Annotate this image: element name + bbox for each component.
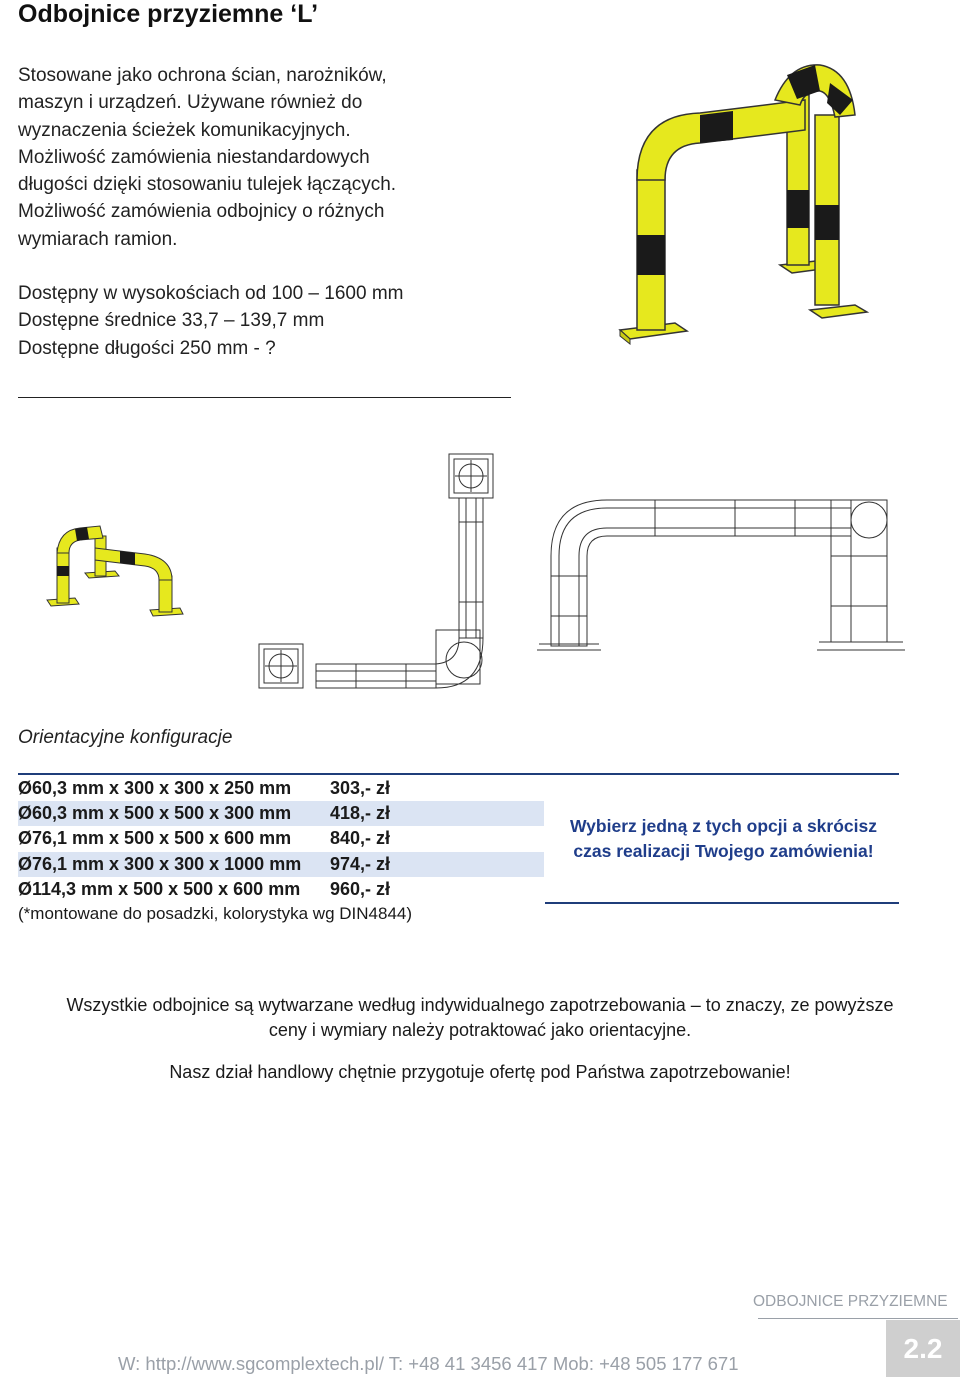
config-cell: Ø76,1 mm x 300 x 300 x 1000 mm	[18, 853, 302, 874]
disclaimer-line: Wszystkie odbojnice są wytwarzane według indywidualnego zapotrzebowania – to znaczy, ze powyższe	[66, 995, 894, 1015]
sales-note: Nasz dział handlowy chętnie przygotuje ofertę pod Państwa zapotrzebowanie!	[169, 1062, 791, 1082]
section-divider	[18, 397, 511, 398]
spec-lengths: Dostępne długości 250 mm - ?	[18, 337, 276, 359]
config-cell: Ø76,1 mm x 500 x 500 x 600 mm	[18, 828, 292, 849]
intro-line: Możliwość zamówienia odbojnicy o różnych	[18, 201, 385, 223]
config-cell: Ø114,3 mm x 500 x 500 x 600 mm	[18, 878, 301, 899]
intro-line: wymiarach ramion.	[18, 228, 178, 250]
footer-category: ODBOJNICE PRZYZIEMNE	[753, 1293, 948, 1310]
plan-view-drawing	[256, 452, 496, 692]
table-row	[18, 801, 544, 826]
table-row	[18, 852, 544, 877]
disclaimer-line: ceny i wymiary należy potraktować jako orientacyjne.	[268, 1020, 692, 1040]
price-cell: 418,- zł	[330, 803, 391, 824]
disclaimer-text	[20, 993, 940, 1043]
callout-line: czas realizacji Twojego zamówienia!	[573, 841, 874, 861]
specs-list	[18, 280, 458, 362]
callout-line: Wybierz jedną z tych opcji a skrócisz	[569, 816, 877, 836]
page-title: Odbojnice przyziemne ‘L’	[18, 0, 319, 28]
bumper-3d-render-large	[615, 55, 905, 345]
intro-line: maszyn i urządzeń. Używane również do	[18, 92, 363, 114]
spec-heights: Dostępny w wysokościach od 100 – 1600 mm	[18, 283, 404, 304]
bumper-3d-render-small	[45, 518, 185, 620]
callout-text	[556, 814, 891, 864]
config-cell: Ø60,3 mm x 300 x 300 x 250 mm	[18, 778, 292, 798]
mounting-note: (*montowane do posadzki, kolorystyka wg DIN4844)	[18, 904, 413, 923]
intro-text	[18, 62, 448, 253]
intro-line: Stosowane jako ochrona ścian, narożników,	[18, 65, 387, 86]
price-cell: 840,- zł	[330, 828, 391, 849]
side-view-drawing	[535, 496, 907, 656]
configurations-heading: Orientacyjne konfiguracje	[18, 727, 233, 748]
footer-rule	[758, 1318, 958, 1319]
spec-diameters: Dostępne średnice 33,7 – 139,7 mm	[18, 310, 325, 332]
price-cell: 974,- zł	[330, 853, 391, 874]
price-cell: 960,- zł	[330, 878, 391, 899]
intro-line: długości dzięki stosowaniu tulejek łączących.	[18, 174, 397, 196]
table-row	[18, 776, 544, 801]
table-row	[18, 826, 544, 851]
price-table	[18, 776, 544, 902]
footer-contact: W: http://www.sgcomplextech.pl/ T: +48 41 3456 417 Mob: +48 505 177 671	[118, 1353, 739, 1374]
intro-line: wyznaczenia ścieżek komunikacyjnych.	[18, 119, 351, 141]
intro-line: Możliwość zamówienia niestandardowych	[18, 146, 370, 168]
table-top-rule	[18, 773, 899, 775]
config-cell: Ø60,3 mm x 500 x 500 x 300 mm	[18, 803, 292, 824]
table-bottom-rule	[545, 902, 899, 904]
table-row	[18, 877, 544, 902]
page-number-badge: 2.2	[886, 1320, 960, 1377]
price-cell: 303,- zł	[330, 778, 391, 798]
